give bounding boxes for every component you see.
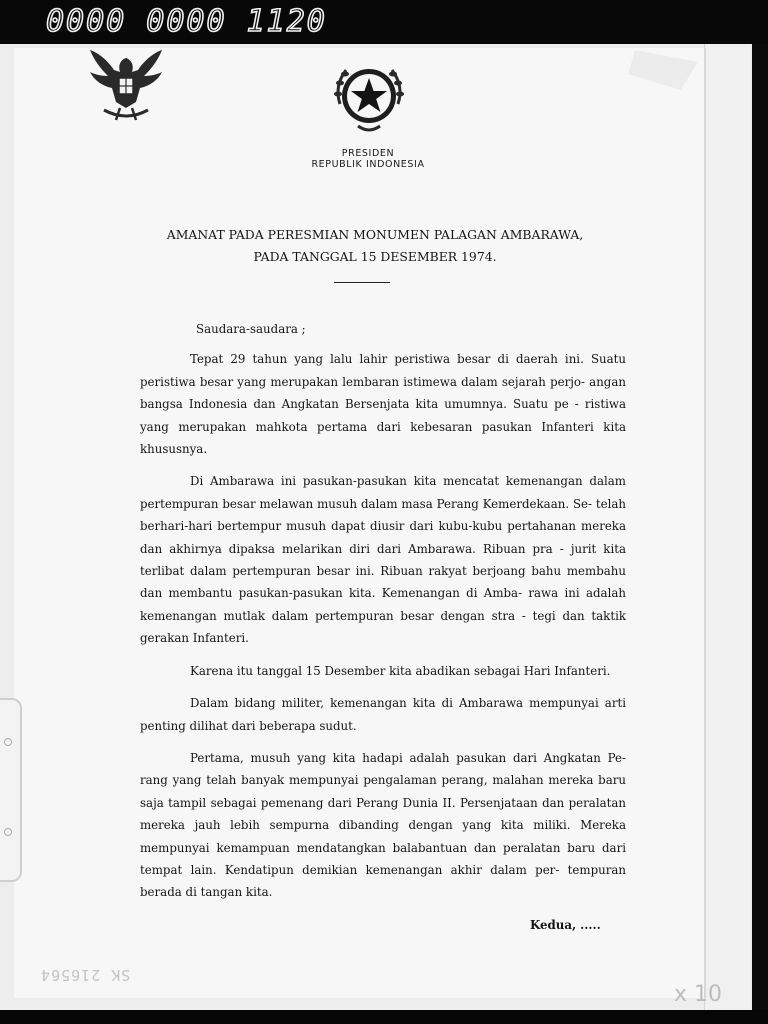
document-title (140, 224, 610, 268)
archive-stamp: SK 216564 (40, 966, 131, 984)
office-line: REPUBLIK INDONESIA (311, 159, 425, 170)
handwritten-mark: x 10 (674, 982, 723, 1007)
continuation-note: Kedua, ..... (530, 918, 601, 932)
film-frame-counter: 0000 0000 1120 (46, 4, 327, 39)
page-edge-strip (704, 44, 751, 1010)
film-footer-bar (0, 1010, 768, 1024)
binder-hole (4, 738, 12, 746)
paragraph: Pertama, musuh yang kita hadapi adalah pasukan dari Angkatan Pe- rang yang telah banyak mempunyai pengalaman perang, malahan mereka baru saja tampil sebagai pemenang dari Perang Dunia II. Persenjataan dan peralatan mereka jauh lebih sempurna dibanding dengan yang kita miliki. Mereka mempunyai kemampuan mendatangkan balabantuan dan peralatan baru dari tempat lain. Kendatipun demikian kemenangan akhir dalam per- tempuran berada di tangan kita. (140, 750, 626, 900)
presidential-seal-icon (328, 56, 410, 142)
binder-tab (0, 698, 22, 882)
paragraph: Karena itu tanggal 15 Desember kita abadikan sebagai Hari Infanteri. (190, 663, 611, 678)
document-body (140, 318, 626, 914)
office-line: PRESIDEN (341, 148, 395, 159)
issuing-office (296, 148, 440, 170)
title-divider (334, 282, 390, 283)
paragraph: Dalam bidang militer, kemenangan kita di Ambarawa mempunyai arti penting dilihat dari beberapa sudut. (140, 696, 626, 733)
binder-hole (4, 828, 12, 836)
paragraph: Tepat 29 tahun yang lalu lahir peristiwa besar di daerah ini. Suatu peristiwa besar yang merupakan lembaran istimewa dalam sejarah perjo- angan bangsa Indonesia dan Angkatan Bersenjata kita umumnya. Suatu pe - ristiwa yang merupakan mahkota pertama dari kebesaran pasukan Infanteri kita khususnya. (140, 352, 626, 457)
film-header-bar (0, 0, 768, 44)
title-line: PADA TANGGAL 15 DESEMBER 1974. (253, 249, 497, 264)
garuda-emblem-icon (86, 44, 166, 132)
title-line: AMANAT PADA PERESMIAN MONUMEN PALAGAN AMBARAWA, (166, 227, 584, 242)
salutation: Saudara-saudara ; (196, 322, 306, 336)
paragraph: Di Ambarawa ini pasukan-pasukan kita mencatat kemenangan dalam pertempuran besar melawan musuh dalam masa Perang Kemerdekaan. Se- telah berhari-hari bertempur musuh dapat diusir dari kubu-kubu pertahanan mereka dan akhirnya dipaksa melarikan diri dari Ambarawa. Ribuan pra - jurit kita terlibat dalam pertempuran besar ini. Ribuan rakyat berjoang bahu membahu dan membantu pasukan-pasukan kita. Kemenangan di Amba- rawa ini adalah kemenangan mutlak dalam pertempuran besar dengan stra - tegi dan taktik gerakan Infanteri. (140, 474, 626, 646)
